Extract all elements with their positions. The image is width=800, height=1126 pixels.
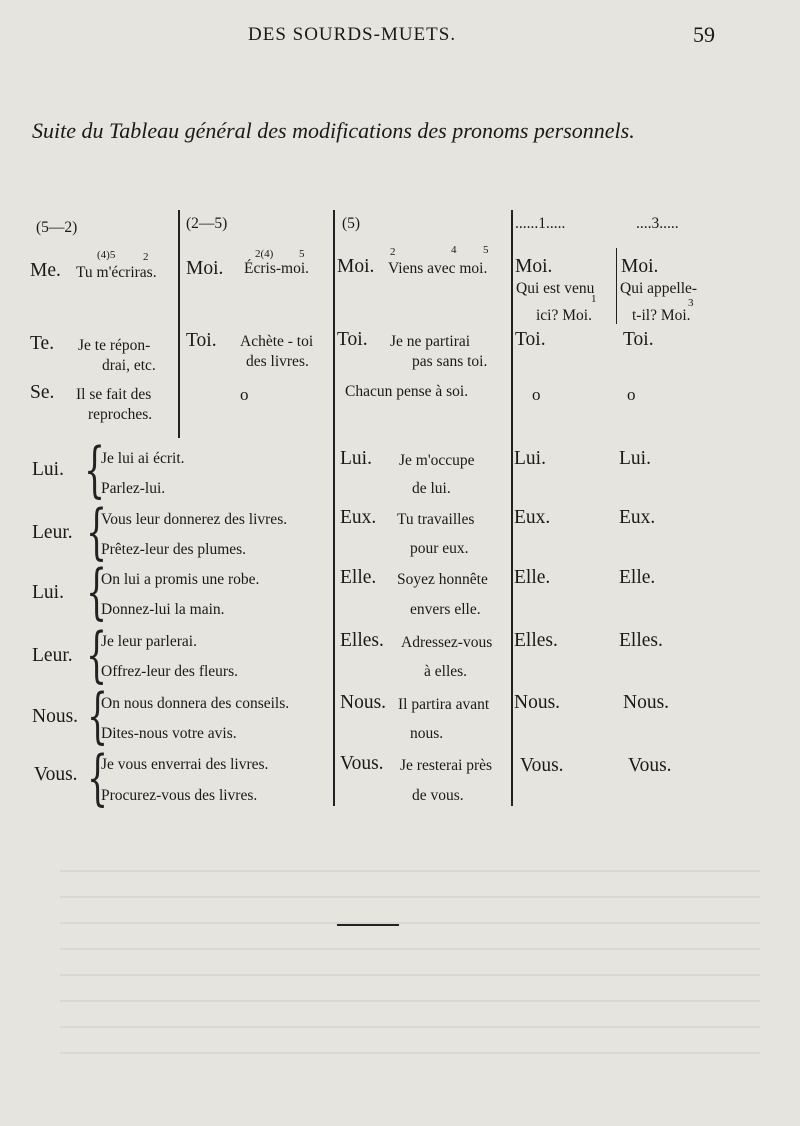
ref-numeral: 1 — [591, 293, 597, 305]
pronoun-form: Moi. — [186, 258, 224, 279]
brace-icon: { — [86, 557, 108, 627]
example-text: Offrez-leur des fleurs. — [101, 663, 238, 680]
example-text: Je te répon- — [78, 337, 151, 354]
example-text: Je ne partirai — [390, 333, 471, 350]
ref-numeral: 5 — [483, 244, 489, 256]
example-text: à elles. — [424, 663, 468, 680]
pronoun-label: Lui. — [32, 582, 64, 603]
brace-icon: { — [87, 681, 109, 751]
example-text: de vous. — [412, 787, 464, 804]
column-heading-5: ....3..... — [636, 215, 679, 232]
example-text: Chacun pense à soi. — [345, 383, 469, 400]
example-text: nous. — [410, 725, 444, 742]
pronoun-label: Te. — [30, 333, 55, 354]
pronoun-form: Toi. — [337, 329, 368, 350]
pronoun-form: Lui. — [514, 448, 546, 469]
example-text: Prêtez-leur des plumes. — [101, 541, 247, 558]
pronoun-form: Elles. — [619, 630, 663, 651]
example-text: Adressez-vous — [401, 634, 493, 651]
example-text: Je leur parlerai. — [101, 633, 197, 650]
example-text: envers elle. — [410, 601, 481, 618]
example-text: drai, etc. — [102, 357, 156, 374]
pronoun-form: o — [532, 385, 541, 404]
pronoun-form: Nous. — [340, 692, 387, 713]
brace-icon: { — [86, 497, 108, 567]
pronoun-form: Elle. — [340, 567, 377, 588]
example-text: On nous donnera des conseils. — [101, 695, 290, 712]
example-text: t-il? Moi. — [632, 307, 691, 324]
ref-numeral: 4 — [451, 244, 457, 256]
example-text: Je lui ai écrit. — [101, 450, 185, 467]
pronoun-label: Vous. — [34, 764, 78, 785]
pronoun-form: Moi. — [515, 256, 553, 277]
example-text: pour eux. — [410, 540, 469, 557]
table-caption: Suite du Tableau général des modifications des pronoms personnels. — [32, 118, 635, 143]
example-text: Il partira avant — [398, 696, 490, 713]
column-rule-3 — [511, 210, 513, 806]
ref-numeral: (4)5 — [97, 249, 116, 261]
example-text: On lui a promis une robe. — [101, 571, 260, 588]
column-heading-2: (2—5) — [186, 215, 228, 232]
example-text: Viens avec moi. — [388, 260, 488, 277]
pronoun-form: Vous. — [520, 755, 564, 776]
pronoun-form: Elle. — [619, 567, 656, 588]
brace-icon: { — [84, 435, 106, 505]
pronoun-form: Eux. — [514, 507, 551, 528]
ref-numeral: 2 — [390, 246, 396, 258]
pronoun-form: o — [627, 385, 636, 404]
example-text: pas sans toi. — [412, 353, 488, 370]
example-text: Qui est venu — [516, 280, 595, 297]
brace-icon: { — [86, 620, 108, 690]
pronoun-form: Toi. — [623, 329, 654, 350]
pronoun-form: o — [240, 385, 249, 404]
pronoun-form: Eux. — [340, 507, 377, 528]
pronoun-label: Leur. — [32, 522, 73, 543]
pronoun-label: Leur. — [32, 645, 73, 666]
example-text: Tu m'écriras. — [76, 264, 157, 281]
example-text: reproches. — [88, 406, 153, 423]
pronoun-label: Lui. — [32, 459, 64, 480]
example-text: ici? Moi. — [536, 307, 592, 324]
pronoun-form: Moi. — [337, 256, 375, 277]
column-heading-4: ......1..... — [515, 215, 566, 232]
ref-numeral: 3 — [688, 297, 694, 309]
example-text: Vous leur donnerez des livres. — [101, 511, 288, 528]
pronoun-label: Se. — [30, 382, 55, 403]
example-text: Dites-nous votre avis. — [101, 725, 237, 742]
example-text: Je m'occupe — [399, 452, 475, 469]
pronoun-form: Toi. — [515, 329, 546, 350]
example-text: Je resterai près — [400, 757, 493, 774]
pronoun-form: Moi. — [621, 256, 659, 277]
bleed-through-texture — [60, 870, 760, 1070]
ref-numeral: 2 — [143, 251, 149, 263]
example-text: des livres. — [246, 353, 309, 370]
example-text: Tu travailles — [397, 511, 475, 528]
closing-rule — [337, 924, 399, 926]
pronoun-label: Nous. — [32, 706, 79, 727]
pronoun-form: Vous. — [628, 755, 672, 776]
ref-numeral: 5 — [299, 248, 305, 260]
column-heading-3: (5) — [342, 215, 361, 232]
pronoun-form: Elles. — [340, 630, 384, 651]
pronoun-form: Nous. — [514, 692, 561, 713]
example-text: Il se fait des — [76, 386, 152, 403]
pronoun-form: Lui. — [619, 448, 651, 469]
pronoun-form: Toi. — [186, 330, 217, 351]
example-text: Soyez honnête — [397, 571, 488, 588]
column-heading-1: (5—2) — [36, 219, 78, 236]
pronoun-form: Eux. — [619, 507, 656, 528]
example-text: de lui. — [412, 480, 451, 497]
pronoun-form: Elle. — [514, 567, 551, 588]
pronoun-form: Elles. — [514, 630, 558, 651]
example-text: Écris-moi. — [244, 260, 309, 277]
example-text: Parlez-lui. — [101, 480, 166, 497]
brace-icon: { — [87, 743, 109, 813]
example-text: Donnez-lui la main. — [101, 601, 225, 618]
column-rule-1 — [178, 210, 180, 438]
example-text: Qui appelle- — [620, 280, 698, 297]
example-text: Je vous enverrai des livres. — [101, 756, 269, 773]
pronoun-form: Lui. — [340, 448, 372, 469]
column-rule-2 — [333, 210, 335, 806]
example-text: Achète - toi — [240, 333, 314, 350]
pronoun-label: Me. — [30, 260, 61, 281]
page-number: 59 — [693, 22, 715, 47]
example-text: Procurez-vous des livres. — [101, 787, 258, 804]
running-head: DES SOURDS-MUETS. — [248, 24, 457, 45]
ref-numeral: 2(4) — [255, 248, 274, 260]
pronoun-form: Vous. — [340, 753, 384, 774]
pronoun-form: Nous. — [623, 692, 670, 713]
column-rule-4 — [616, 248, 617, 324]
